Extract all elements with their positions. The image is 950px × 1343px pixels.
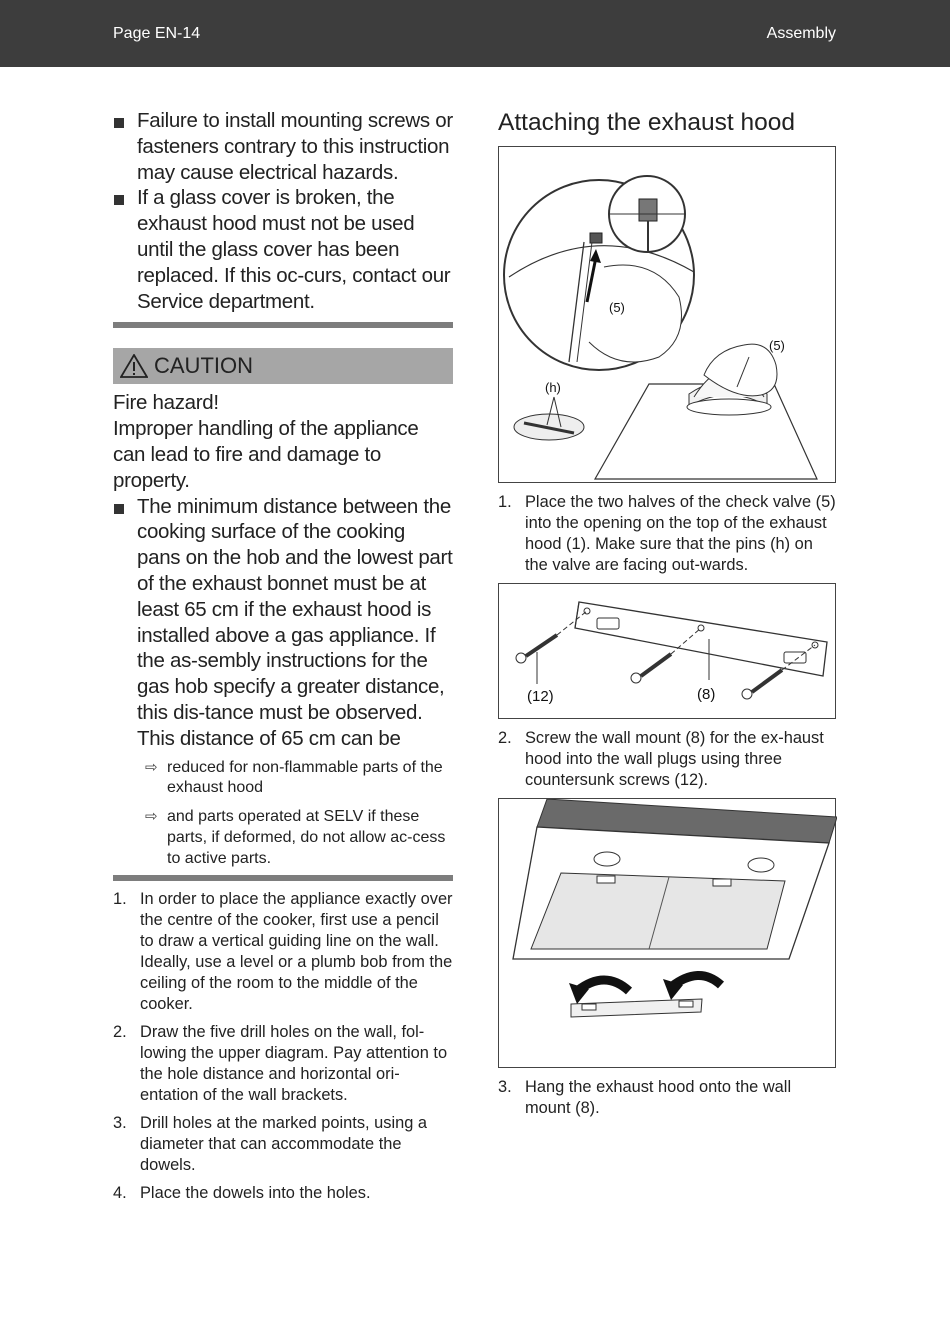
step-item (498, 492, 836, 576)
step-number: 1. (113, 889, 127, 908)
arrow-right-icon: ⇨ (145, 808, 158, 826)
caution-text: Improper handling of the appliance can lead to fire and damage to property. (113, 417, 419, 492)
step-text: Draw the five drill holes on the wall, fol-lowing the upper diagram. Pay attention to the hole distance and horizontal ori-entation of the wall brackets. (140, 1022, 448, 1104)
divider (113, 875, 453, 881)
bullet-item (113, 185, 453, 314)
step-item (113, 1183, 453, 1204)
wall-mount-figure (498, 583, 836, 719)
check-valve-figure (498, 146, 836, 483)
step-text: Drill holes at the marked points, using a diameter that can accommodate the dowels. (140, 1113, 427, 1174)
page-number: Page EN-14 (113, 25, 201, 42)
step-item (113, 889, 453, 1015)
hood-step (498, 492, 836, 576)
label-5-left: (5) (609, 300, 625, 315)
bullet-text: If a glass cover is broken, the exhaust hood must not be used until the glass cover has been replaced. If this oc-curs, contact our Service department. (137, 186, 451, 313)
step-text: Screw the wall mount (8) for the ex-haust hood into the wall plugs using three countersunk screws (12). (525, 729, 824, 789)
hang-hood-figure (498, 798, 836, 1068)
label-5-right: (5) (769, 338, 785, 353)
subitem-text: and parts operated at SELV if these parts, if deformed, do not allow ac-cess to active parts. (167, 808, 446, 867)
step-item (113, 1022, 453, 1106)
step-text: Place the dowels into the holes. (140, 1183, 371, 1202)
caution-subitem (113, 758, 453, 800)
page-header (0, 0, 950, 67)
hood-step (498, 728, 836, 791)
warning-triangle-icon (120, 354, 148, 378)
subitem-text: reduced for non-flammable parts of the exhaust hood (167, 758, 443, 797)
caution-label: CAUTION (154, 353, 253, 379)
bullet-item (113, 108, 453, 185)
step-number: 2. (498, 729, 512, 747)
section-heading: Attaching the exhaust hood (498, 109, 795, 136)
step-number: 3. (498, 1078, 512, 1096)
step-number: 1. (498, 493, 512, 511)
caution-bullet-text: The minimum distance between the cooking surface of the cooking pans on the hob and the lowest part of the exhaust bonnet must be at least 65 cm if the exhaust hood is installed above a gas appliance. If the as-sembly instructions for the gas hob specify a greater distance, this dis-tance must be observed. This distance of 65 cm can be (137, 494, 453, 750)
caution-banner (113, 348, 453, 384)
step-extra-text: Ideally, use a level or a plumb bob from the ceiling of the room to the middle of the cooker. (140, 952, 453, 1013)
bullet-text: Failure to install mounting screws or fasteners contrary to this instruction may cause electrical hazards. (137, 109, 453, 184)
hood-step (498, 1077, 836, 1119)
step-text: Hang the exhaust hood onto the wall mount (8). (525, 1078, 792, 1117)
hang-hood-illustration (499, 799, 837, 1069)
step-number: 3. (113, 1113, 127, 1132)
label-12: (12) (527, 688, 554, 705)
check-valve-illustration (499, 147, 837, 484)
right-column (498, 108, 836, 1126)
section-title: Assembly (766, 25, 836, 42)
step-text: Place the two halves of the check valve (5) into the opening on the top of the exhaust hood (1). Make sure that the pins (h) on the valve are facing out-wards. (525, 493, 836, 574)
caution-subitem (113, 807, 453, 869)
bullet-square-icon (114, 504, 124, 514)
caution-bullet (113, 494, 453, 752)
step-item (498, 1077, 836, 1119)
step-item (113, 1113, 453, 1176)
step-number: 4. (113, 1183, 127, 1202)
arrow-right-icon: ⇨ (145, 758, 158, 776)
bullet-square-icon (114, 118, 124, 128)
label-8: (8) (697, 686, 716, 703)
assembly-steps (113, 889, 453, 1204)
step-item (498, 728, 836, 791)
caution-lead: Fire hazard! (113, 391, 219, 415)
divider (113, 322, 453, 328)
label-h: (h) (545, 380, 561, 395)
bullet-square-icon (114, 195, 124, 205)
step-text: In order to place the appliance exactly over the centre of the cooker, first use a pencil to draw a vertical guiding line on the wall. (140, 889, 453, 950)
left-column (113, 108, 453, 1211)
step-number: 2. (113, 1022, 127, 1041)
